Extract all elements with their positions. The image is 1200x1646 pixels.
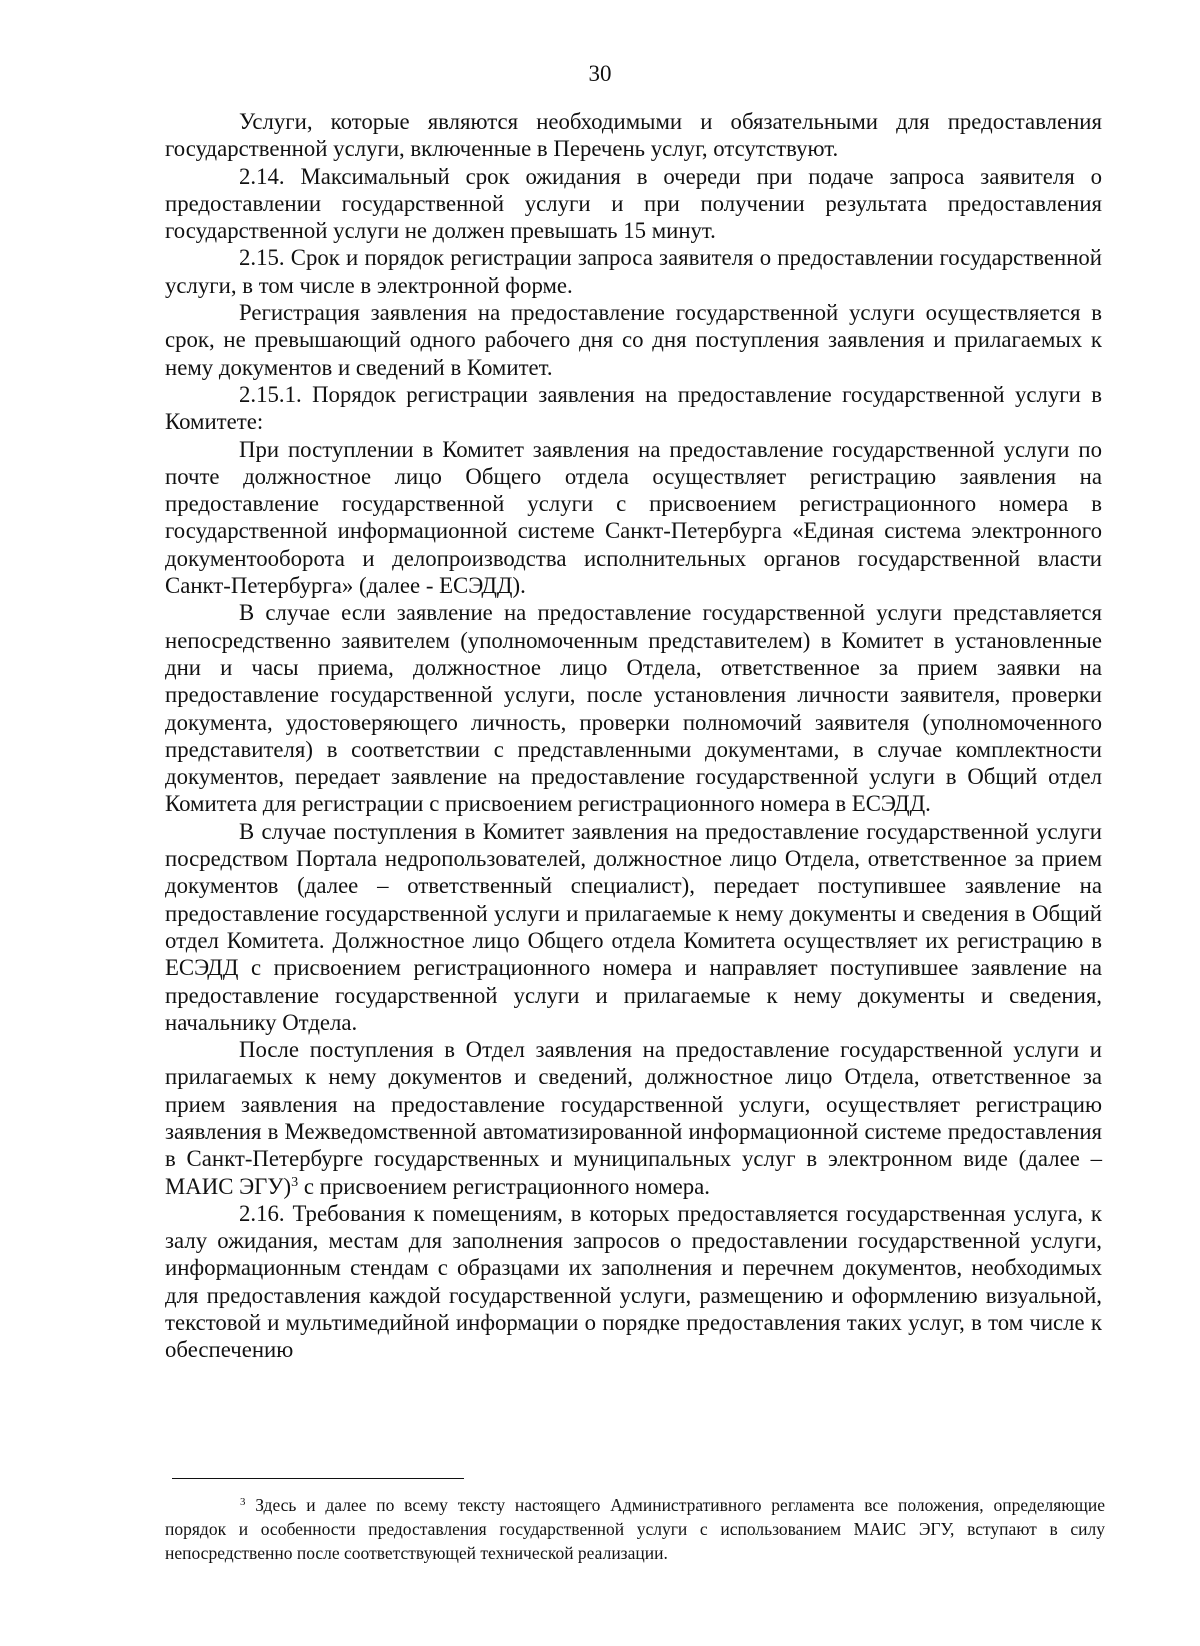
paragraph: При поступлении в Комитет заявления на предоставление государственной услуги по почте должностное лицо Общего отдела осуществляет регистрацию заявления на предоставление государственной услуги с присвоением регистрационного номера в государственной информационной системе Санкт-Петербурга «Единая система электронного документооборота и делопроизводства исполнительных органов государственной власти Санкт-Петербурга» (далее - ЕСЭДД).: [165, 436, 1102, 599]
footnote-marker: 3: [240, 1496, 246, 1509]
footnote-text: Здесь и далее по всему тексту настоящего Административного регламента все положения, определяющие порядок и особенности предоставления государственной услуги с использованием МАИС ЭГУ, вступают в силу непосредственно после соответствующей технической реализации.: [165, 1495, 1105, 1563]
paragraph: Регистрация заявления на предоставление государственной услуги осуществляется в срок, не превышающий одного рабочего дня со дня поступления заявления и прилагаемых к нему документов и сведений в Комитет.: [165, 300, 1102, 380]
page-number: 30: [588, 61, 612, 86]
footnote-reference: 3: [291, 1173, 299, 1190]
paragraph-tail: с присвоением регистрационного номера.: [298, 1173, 710, 1199]
paragraph: 2.14. Максимальный срок ожидания в очереди при подаче запроса заявителя о предоставлении государственной услуги и при получении результата предоставления государственной услуги не должен превышать 15 минут.: [165, 163, 1102, 244]
footnote-paragraph: [165, 1493, 1105, 1565]
paragraph: В случае если заявление на предоставление государственной услуги представляется непосредственно заявителем (уполномоченным представителем) в Комитет в установленные дни и часы приема, должностное лицо Отдела, ответственное за прием заявки на предоставление государственной услуги, после установления личности заявителя, проверки документа, удостоверяющего личность, проверки полномочий заявителя (уполномоченного представителя) в соответствии с представленными документами, в случае комплектности документов, передает заявление на предоставление государственной услуги в Общий отдел Комитета для регистрации с присвоением регистрационного номера в ЕСЭДД.: [165, 600, 1102, 817]
footnote: [165, 1493, 1105, 1565]
footnote-separator: [172, 1478, 464, 1479]
paragraph: 2.16. Требования к помещениям, в которых предоставляется государственная услуга, к залу ожидания, местам для заполнения запросов о предоставлении государственной услуги, информационным стендам с образцами их заполнения и перечнем документов, необходимых для предоставления каждой государственной услуги, размещению и оформлению визуальной, текстовой и мультимедийной информации о порядке предоставления таких услуг, в том числе к обеспечению: [165, 1200, 1102, 1363]
paragraph: 2.15. Срок и порядок регистрации запроса заявителя о предоставлении государственной услуги, в том числе в электронной форме.: [165, 245, 1102, 298]
paragraph-text: После поступления в Отдел заявления на предоставление государственной услуги и прилагаемых к нему документов и сведений, должностное лицо Отдела, ответственное за прием заявления на предоставление государственной услуги, осуществляет регистрацию заявления в Межведомственной автоматизированной информационной системе предоставления в Санкт-Петербурге государственных и муниципальных услуг в электронном виде (далее – МАИС ЭГУ): [165, 1037, 1102, 1199]
document-body: [165, 108, 1102, 1364]
paragraph: В случае поступления в Комитет заявления на предоставление государственной услуги посредством Портала недропользователей, должностное лицо Отдела, ответственное за прием документов (далее – ответственный специалист), передает поступившее заявление на предоставление государственной услуги и прилагаемые к нему документы и сведения в Общий отдел Комитета. Должностное лицо Общего отдела Комитета осуществляет их регистрацию в ЕСЭДД с присвоением регистрационного номера и направляет поступившее заявление на предоставление государственной услуги и прилагаемые к нему документы и сведения, начальнику Отдела.: [165, 818, 1102, 1035]
paragraph: 2.15.1. Порядок регистрации заявления на предоставление государственной услуги в Комитете:: [165, 381, 1102, 435]
paragraph: Услуги, которые являются необходимыми и обязательными для предоставления государственной услуги, включенные в Перечень услуг, отсутствуют.: [165, 109, 1102, 162]
paragraph-with-footnote: [165, 1036, 1102, 1200]
